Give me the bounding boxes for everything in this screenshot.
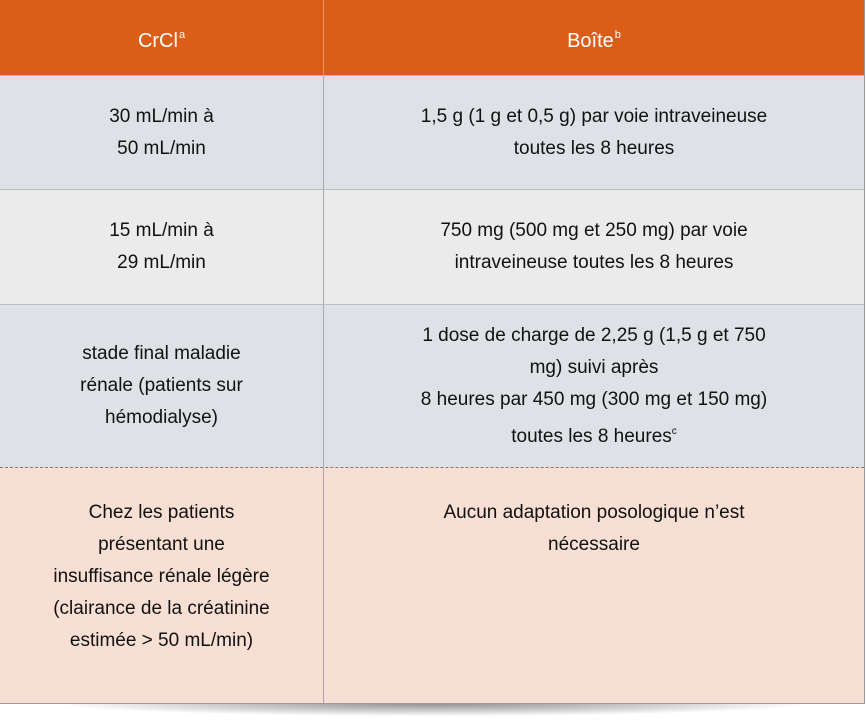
- footnote-marker: c: [671, 425, 677, 437]
- dose-cell: [323, 190, 864, 304]
- header-crcl: [0, 0, 323, 75]
- table-row: [0, 467, 864, 703]
- table-row: [0, 189, 864, 304]
- header-boite: [323, 0, 864, 75]
- dose-line: 750 mg (500 mg et 250 mg) par voie: [440, 220, 748, 241]
- crcl-line: estimée > 50 mL/min): [69, 630, 254, 651]
- table-header-row: [0, 0, 864, 75]
- header-crcl-label: CrCl$^a$: [137, 28, 186, 52]
- dose-line: intraveineuse toutes les 8 heures: [454, 252, 734, 273]
- dose-cell: [323, 468, 864, 703]
- crcl-line: 50 mL/min: [117, 137, 206, 159]
- dose-line: nécessaire: [548, 534, 640, 555]
- crcl-line: stade final maladie: [82, 343, 241, 364]
- dose-line: 8 heures par 450 mg (300 mg et 150 mg): [420, 388, 768, 410]
- crcl-line: présentant une: [98, 534, 225, 555]
- crcl-cell: [0, 468, 323, 703]
- dose-line: 1 dose de charge de 2,25 g (1,5 g et 750: [422, 324, 766, 346]
- crcl-cell: [0, 190, 323, 304]
- crcl-cell: [0, 76, 323, 189]
- dose-line: Aucun adaptation posologique n’est: [443, 502, 745, 523]
- dose-line: mg) suivi après: [529, 356, 659, 378]
- crcl-line: hémodialyse): [105, 407, 218, 428]
- dose-cell: [323, 305, 864, 467]
- crcl-line: rénale (patients sur: [80, 375, 243, 396]
- dose-line: toutes les 8 heures: [513, 137, 675, 159]
- dose-cell: [323, 76, 864, 189]
- table-row: [0, 75, 864, 189]
- crcl-line: Chez les patients: [88, 502, 235, 523]
- header-boite-label: Boîte$^b$: [567, 28, 621, 52]
- crcl-cell: [0, 305, 323, 467]
- crcl-line: (clairance de la créatinine: [53, 598, 270, 619]
- table-row: [0, 304, 864, 467]
- crcl-line: 30 mL/min à: [109, 105, 214, 127]
- crcl-line: insuffisance rénale légère: [53, 566, 270, 587]
- crcl-line: 15 mL/min à: [109, 220, 214, 241]
- dose-line: 1,5 g (1 g et 0,5 g) par voie intraveineuse: [420, 105, 768, 127]
- crcl-line: 29 mL/min: [117, 252, 206, 273]
- dose-line-with-note: toutes les 8 heures$^c$: [511, 425, 677, 447]
